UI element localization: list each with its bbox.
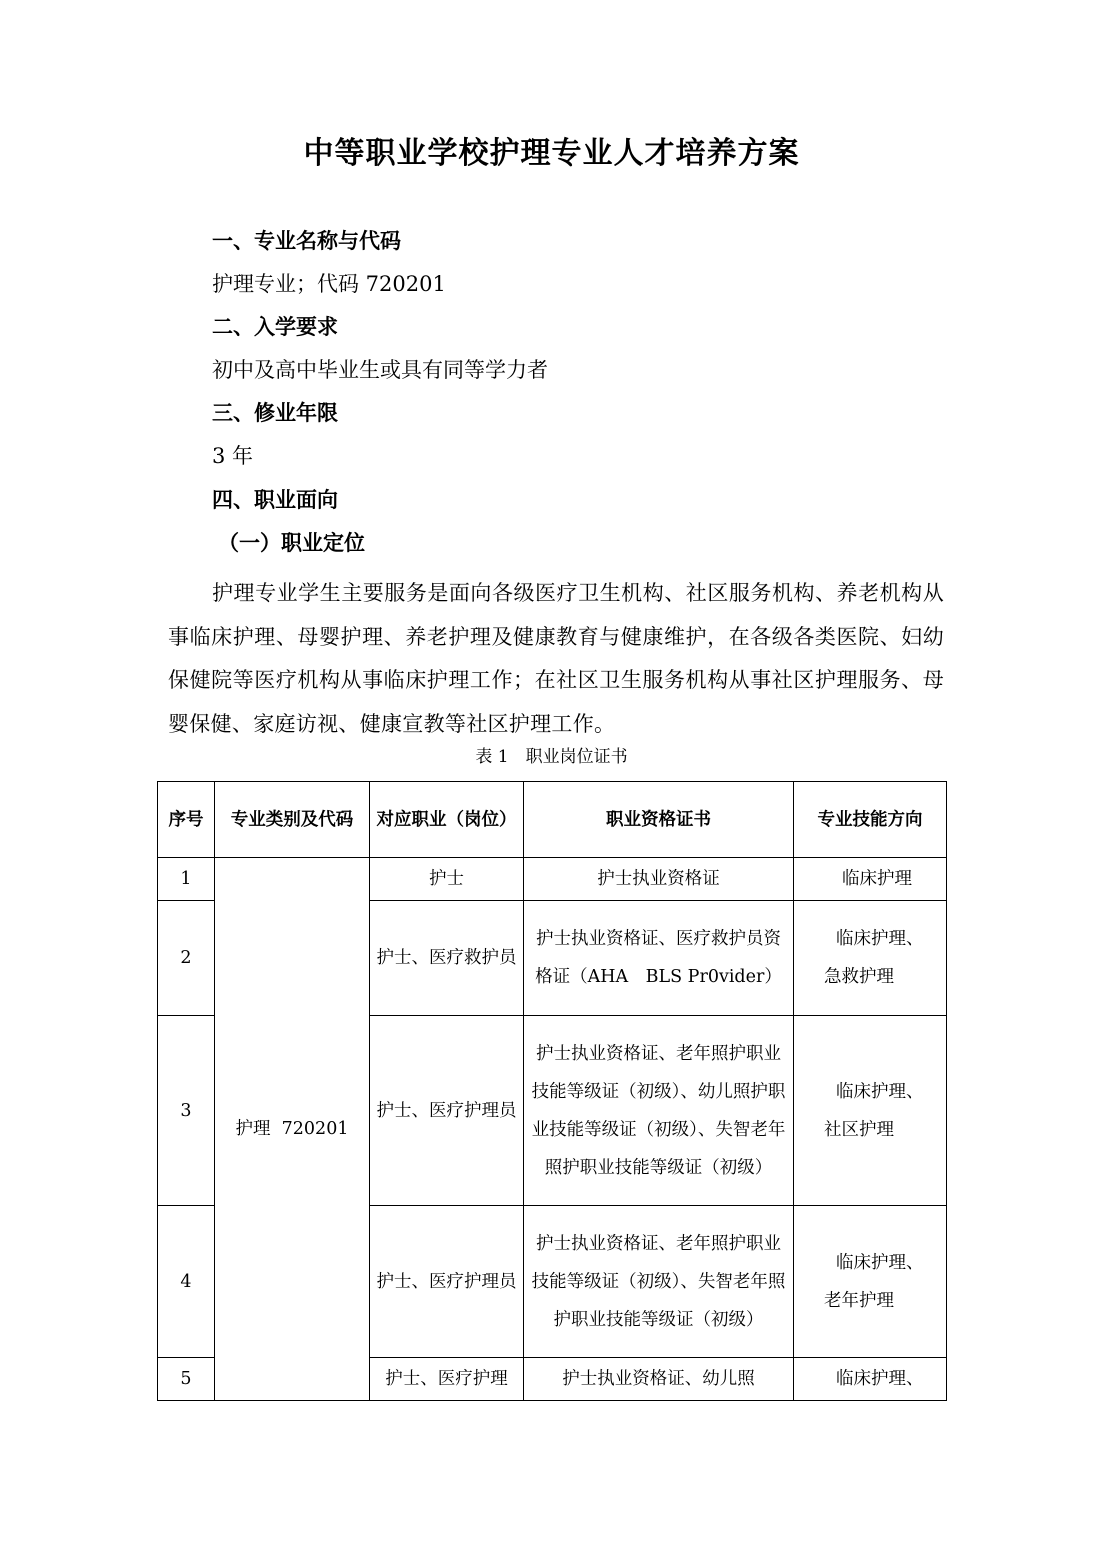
direction-line-1: 临床护理、 [836,1369,924,1389]
row-direction [794,1206,947,1358]
table-header-row [158,782,947,858]
section-heading-name-code: 一、专业名称与代码 [212,229,401,253]
direction-line-1: 临床护理 [842,869,912,889]
row-direction [794,858,947,901]
header-job: 对应职业（岗位） [370,782,524,858]
direction-line-2: 急救护理 [824,967,894,987]
row-cert: 护士执业资格证 [524,858,794,901]
row-cert: 护士执业资格证、医疗救护员资格证（AHA BLS Pr0vider） [524,901,794,1016]
row-seq: 5 [158,1358,215,1401]
table-caption: 表 1 职业岗位证书 [475,747,628,767]
row-job: 护士 [370,858,524,901]
positioning-paragraph: 护理专业学生主要服务是面向各级医疗卫生机构、社区服务机构、养老机构从事临床护理、母婴护理、养老护理及健康教育与健康维护，在各级各类医院、妇幼保健院等医疗机构从事临床护理工作；在社区卫生服务机构从事社区护理服务、母婴保健、家庭访视、健康宣教等社区护理工作。 [168,581,944,736]
row-seq: 4 [158,1206,215,1358]
row-seq: 3 [158,1016,215,1206]
direction-line-2: 社区护理 [824,1119,894,1140]
direction-line-2: 老年护理 [824,1290,894,1311]
section-heading-career: 四、职业面向 [212,488,338,512]
section-text-duration: 3 年 [212,444,254,468]
major-code-cell: 护理 720201 [215,858,370,1401]
direction-line-1: 临床护理、 [836,1252,924,1273]
row-job: 护士、医疗护理员 [370,1016,524,1206]
section-text-name-code: 护理专业；代码 720201 [212,272,446,296]
row-job: 护士、医疗护理员 [370,1206,524,1358]
row-seq: 1 [158,858,215,901]
row-cert: 护士执业资格证、老年照护职业技能等级证（初级）、失智老年照护职业技能等级证（初级） [524,1206,794,1358]
direction-line-1: 临床护理、 [836,1081,924,1102]
section-heading-admission: 二、入学要求 [212,315,338,339]
header-major: 专业类别及代码 [215,782,370,858]
subsection-heading-positioning: （一）职业定位 [218,531,365,555]
header-direction: 专业技能方向 [794,782,947,858]
row-direction [794,1358,947,1401]
header-seq: 序号 [158,782,215,858]
certificate-table [157,781,947,1401]
row-job: 护士、医疗护理 [370,1358,524,1401]
section-heading-duration: 三、修业年限 [212,401,338,425]
direction-line-1: 临床护理、 [836,929,924,949]
section-text-admission: 初中及高中毕业生或具有同等学力者 [212,358,548,382]
row-job: 护士、医疗救护员 [370,901,524,1016]
header-cert: 职业资格证书 [524,782,794,858]
row-cert: 护士执业资格证、老年照护职业技能等级证（初级）、幼儿照护职业技能等级证（初级）、失智老年照护职业技能等级证（初级） [524,1016,794,1206]
row-direction [794,901,947,1016]
row-cert: 护士执业资格证、幼儿照 [524,1358,794,1401]
row-seq: 2 [158,901,215,1016]
row-direction [794,1016,947,1206]
document-title: 中等职业学校护理专业人才培养方案 [303,136,800,171]
table-row [158,858,947,901]
